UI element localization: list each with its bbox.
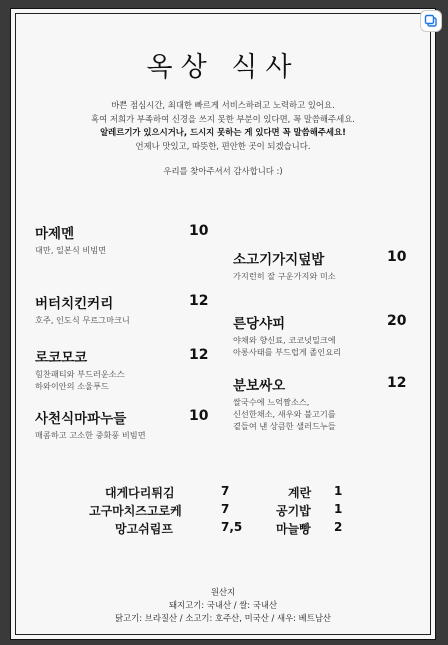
item-desc: 가지런히 잘 구운가지와 미소 — [233, 271, 336, 281]
menu-page — [10, 8, 436, 640]
item-desc: 쌀국수에 느억짬소스, — [233, 397, 310, 407]
item-price: 10 — [189, 223, 209, 239]
intro-text — [31, 99, 415, 153]
origin-title: 원산지 — [210, 587, 236, 597]
item-price: 12 — [189, 293, 209, 309]
menu-title: 옥상 식사 — [146, 52, 300, 83]
item-desc: 매콤하고 고소한 중화풍 비빔면 — [35, 430, 146, 440]
item-desc: 호주, 인도식 무르그마크니 — [35, 315, 130, 325]
side-price: 7,5 — [221, 520, 243, 534]
side-name: 공기밥 — [276, 504, 311, 518]
item-desc: 아롱사태를 부드럽게 졸인요리 — [233, 347, 342, 357]
menu-item — [233, 248, 336, 282]
side-price: 1 — [334, 484, 343, 498]
item-price: 10 — [387, 249, 407, 265]
side-price: 1 — [334, 502, 343, 516]
menu-item — [233, 374, 336, 432]
menu-item — [35, 292, 130, 326]
menu-item — [35, 346, 125, 392]
intro-line: 언제나 맛있고, 따뜻한, 편안한 곳이 되겠습니다. — [135, 140, 311, 151]
copy-icon — [424, 14, 438, 28]
item-name: 버터치킨커리 — [35, 296, 114, 312]
origin-line: 닭고기: 브라질산 / 소고기: 호주산, 미국산 / 새우: 베트남산 — [114, 613, 332, 623]
item-desc: 곁들여 낸 상큼한 샐러드누들 — [233, 421, 336, 431]
intro-line: 혹여 저희가 부족하여 신경을 쓰지 못한 부분이 있다면, 꼭 말씀해주세요. — [91, 113, 355, 124]
item-name: 마제멘 — [35, 226, 75, 242]
item-desc: 하와이안의 소울푸드 — [35, 381, 109, 391]
item-name: 로코모코 — [35, 350, 88, 366]
side-name: 마늘빵 — [276, 522, 311, 536]
item-name: 소고기가지덮밥 — [233, 252, 325, 268]
thanks-text: 우리를 찾아주셔서 감사합니다 :) — [163, 166, 283, 176]
side-name: 계란 — [288, 486, 312, 500]
intro-line: 바쁜 점심시간, 최대한 빠르게 서비스하려고 노력하고 있어요. — [111, 100, 335, 110]
origin-info — [11, 586, 435, 625]
item-desc: 대만, 일본식 비빔면 — [35, 245, 107, 255]
item-price: 12 — [189, 347, 209, 363]
copy-button[interactable] — [420, 10, 442, 32]
side-name: 고구마치즈고로케 — [89, 504, 182, 518]
menu-item — [35, 407, 146, 441]
menu-item — [35, 222, 106, 256]
side-price: 2 — [334, 520, 343, 534]
menu-item — [233, 312, 341, 358]
side-name: 대게다리튀김 — [105, 486, 175, 500]
item-price: 20 — [387, 313, 407, 329]
origin-line: 돼지고기: 국내산 / 쌀: 국내산 — [168, 600, 278, 610]
side-name: 망고쉬림프 — [115, 522, 173, 536]
item-name: 분보싸오 — [233, 378, 286, 394]
item-desc: 야채와 향신료, 코코넛밀크에 — [233, 335, 336, 345]
item-name: 른당샤피 — [233, 316, 286, 332]
item-price: 12 — [387, 375, 407, 391]
item-desc: 신선한채소, 새우와 불고기를 — [233, 409, 336, 419]
item-name: 사천식마파누들 — [35, 411, 127, 427]
item-price: 10 — [189, 408, 209, 424]
allergy-notice: 알레르기가 있으시거나, 드시지 못하는 게 있다면 꼭 말씀해주세요! — [100, 127, 346, 137]
item-desc: 힘찬패티와 부드러운소스 — [35, 369, 125, 379]
side-price: 7 — [221, 484, 230, 498]
side-price: 7 — [221, 502, 230, 516]
